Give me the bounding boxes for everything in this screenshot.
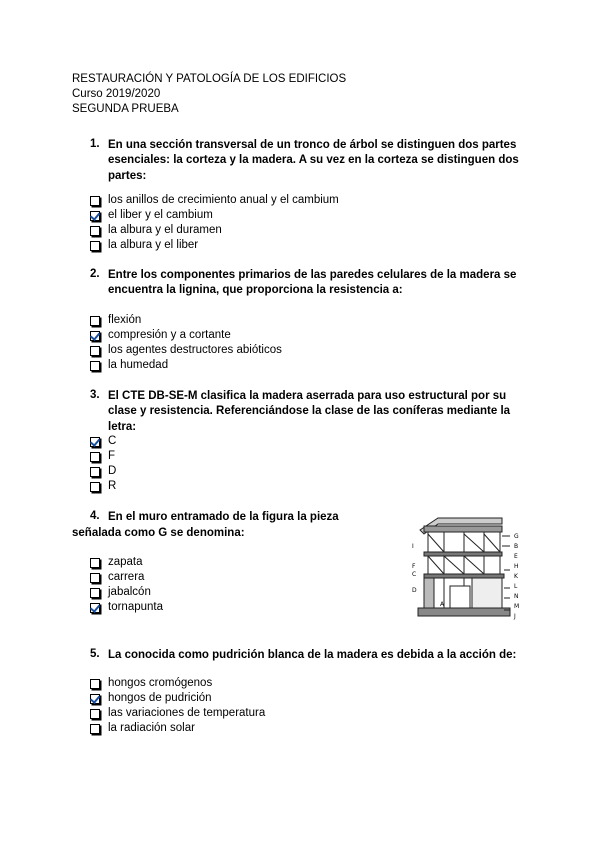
question-3-text: El CTE DB-SE-M clasifica la madera aserrada para uso estructural por su clase y resistencia. Referenciándose la clase de las coníferas mediante la letra: (108, 390, 511, 433)
checked-checkbox-icon[interactable] (90, 694, 100, 704)
checked-checkbox-icon[interactable] (90, 437, 100, 447)
question-4-text-line2: señalada como G se denomina: (72, 527, 245, 539)
figure-label: F (412, 563, 416, 570)
figure-label: H (514, 563, 519, 570)
question-4-text-line1: En el muro entramado de la figura la pieza (108, 511, 339, 523)
question-2-number: 2. (90, 268, 100, 280)
figure-label: E (514, 553, 518, 560)
figure-label: L (514, 583, 518, 590)
checkbox-icon[interactable] (90, 226, 100, 236)
figure-label: G (514, 533, 519, 540)
figure-label: C (412, 571, 417, 578)
figure-label: M (514, 603, 520, 610)
checkbox-icon[interactable] (90, 361, 100, 371)
question-5-text: La conocida como pudrición blanca de la madera es debida a la acción de: (108, 649, 517, 661)
checkbox-icon[interactable] (90, 452, 100, 462)
checkbox-icon[interactable] (90, 724, 100, 734)
figure-label: K (514, 573, 518, 580)
document-page: RESTAURACIÓN Y PATOLOGÍA DE LOS EDIFICIOS Curso 2019/2020 SEGUNDA PRUEBA 1. En una sección transversal de un tronco de árbol se distinguen dos partes esenciales: la corteza y la madera. A su vez en la corteza se distinguen dos partes: los anillos de crecimiento anual y el cambium el liber y el cambium la albura y el duramen la albura y el liber 2. Entre los componentes primarios de las paredes celulares de la madera se encuentra la lignina, que proporciona la resistencia a: flexión compresión y a cortante los agentes destructores abióticos la humedad 3. El CTE DB-SE-M clasifica la madera aserrada para uso estructural por su clase y resistencia. Referenciándose la clase de las coníferas mediante la letra: C F D R 4. En el muro entramado de la figura la pieza señalada como G se denomina: zapata carrera jabalcón tornapunta G B E I F C D A H K L N M J 5. La conocida como pudrición blanca de la madera es debida a la acción de: hongos cromógenos hongos de pudrición las variaciones de temperatura la radiación solar (0, 0, 600, 848)
question-2-text: Entre los componentes primarios de las paredes celulares de la madera se encuentra la lignina, que proporciona la resistencia a: (108, 269, 517, 297)
checkbox-icon[interactable] (90, 588, 100, 598)
question-1-number: 1. (90, 138, 100, 150)
course-year: Curso 2019/2020 (72, 88, 161, 100)
figure-label: I (412, 543, 414, 550)
checked-checkbox-icon[interactable] (90, 331, 100, 341)
checkbox-icon[interactable] (90, 241, 100, 251)
checkbox-icon[interactable] (90, 482, 100, 492)
figure-label: D (412, 587, 417, 594)
checkbox-icon[interactable] (90, 316, 100, 326)
figure-label: J (514, 613, 516, 620)
question-5-number: 5. (90, 648, 100, 660)
test-name: SEGUNDA PRUEBA (72, 103, 179, 115)
checked-checkbox-icon[interactable] (90, 603, 100, 613)
checkbox-icon[interactable] (90, 558, 100, 568)
figure-label: A (440, 601, 445, 608)
figure-label: N (514, 593, 519, 600)
checked-checkbox-icon[interactable] (90, 211, 100, 221)
checkbox-icon[interactable] (90, 467, 100, 477)
question-4-number: 4. (90, 510, 100, 522)
checkbox-icon[interactable] (90, 709, 100, 719)
figure-label: B (514, 543, 519, 550)
checkbox-icon[interactable] (90, 346, 100, 356)
question-3-number: 3. (90, 389, 100, 401)
checkbox-icon[interactable] (90, 573, 100, 583)
timber-frame-wall-figure (410, 512, 530, 624)
question-1-text: En una sección transversal de un tronco de árbol se distinguen dos partes esenciales: la corteza y la madera. A su vez en la corteza se distinguen dos partes: (108, 139, 519, 182)
checkbox-icon[interactable] (90, 196, 100, 206)
course-title: RESTAURACIÓN Y PATOLOGÍA DE LOS EDIFICIOS (72, 73, 347, 85)
checkbox-icon[interactable] (90, 679, 100, 689)
